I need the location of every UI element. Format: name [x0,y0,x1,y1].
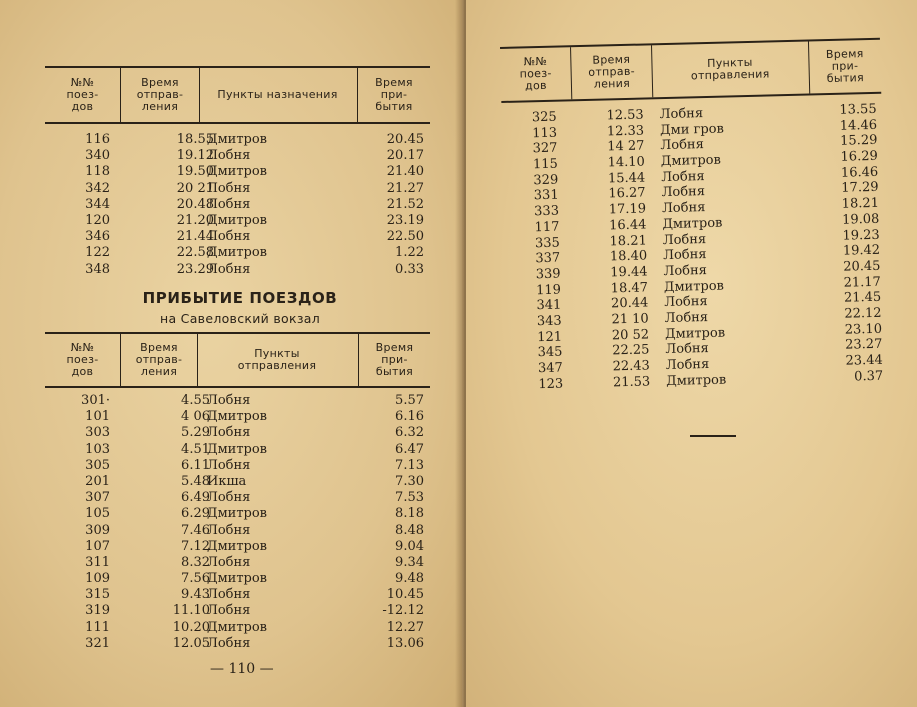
table-row [45,636,430,652]
right-page [466,0,917,707]
station-cell: Дмитров [207,506,268,522]
station-cell: Лобня [661,200,706,217]
table-row [45,181,430,197]
train-number-cell: 120 [85,212,110,228]
departure-time-cell: 22.58 [176,245,214,261]
departure-time-cell: 20.48 [176,196,214,212]
station-cell: Лобня [207,635,251,651]
departure-time-cell: 5.29 [181,425,210,441]
table-row [45,458,430,474]
train-number-cell: 321 [85,635,110,651]
train-number-cell: 340 [85,148,110,164]
station-cell: Лобня [662,231,707,248]
arrival-time-cell: 15.29 [840,133,878,150]
departure-time-cell: 7.46 [181,522,210,538]
station-cell: Дмитров [207,164,268,180]
arrivals-left-header [45,332,430,388]
departure-time-cell: 6.49 [181,490,210,506]
table-row [45,409,430,425]
header-arrival-time: Время при- бытия [375,76,413,113]
table-row [45,587,430,603]
station-cell: Лобня [207,587,251,603]
arrival-time-cell: 19.42 [842,242,881,259]
train-number-cell: 343 [536,313,562,330]
departure-time-cell: 21.44 [176,229,214,245]
train-number-cell: 301· [81,393,110,408]
arrival-time-cell: 13.55 [839,101,877,118]
station-cell: Лобня [207,457,251,473]
train-number-cell: 345 [537,344,563,361]
header-departure-time: Время отправ- ления [136,76,184,113]
station-cell: Лобня [660,137,705,154]
station-cell: Дмитров [662,215,723,232]
departure-time-cell: 21 10 [611,311,649,328]
departure-time-cell: 12.53 [606,107,644,124]
table-row [45,603,430,619]
departure-time-cell: 21.53 [612,374,651,391]
departure-time-cell: 8.32 [181,554,210,570]
table-row [45,245,430,261]
station-cell: Лобня [662,247,707,264]
station-cell: Дми гров [659,121,725,138]
table-row [45,539,430,555]
arrival-time-cell: 6.47 [395,441,424,457]
arrival-time-cell: 21.45 [843,290,882,306]
page-number: — 110 — [210,661,274,677]
station-cell: Дмитров [207,132,268,147]
departure-time-cell: 14 27 [607,138,645,155]
table-row [45,132,430,148]
train-number-cell: 309 [85,522,110,538]
station-cell: Лобня [207,490,251,506]
train-number-cell: 117 [534,219,560,236]
station-cell: Лобня [207,229,251,245]
train-number-cell: 341 [536,297,562,314]
departure-time-cell: 15.44 [607,170,646,187]
arrivals-table-left [45,332,430,652]
table-row [45,393,430,409]
train-number-cell: 111 [85,619,110,635]
arrival-time-cell: 9.34 [395,554,424,570]
arrivals-title: ПРИБЫТИЕ ПОЕЗДОВ [142,289,338,307]
station-cell: Лобня [663,262,708,279]
train-number-cell: 115 [532,156,559,173]
header-train-number: №№ поез- дов [66,76,99,113]
departure-time-cell: 12.05 [172,635,210,651]
station-cell: Дмитров [664,325,726,342]
departure-time-cell: 16.27 [608,185,646,202]
header-arrival-time: Время при- бытия [375,341,414,378]
table-row [45,197,430,213]
departures-table-header [45,66,430,124]
station-cell: Лобня [665,356,710,374]
table-row [45,213,430,229]
table-row [45,442,430,458]
station-cell: Лобня [665,341,709,358]
departure-time-cell: 20 21 [176,180,214,196]
arrival-time-cell: 22.12 [844,305,882,322]
arrivals-right-header [500,38,881,103]
departure-time-cell: 17.19 [608,201,647,218]
table-row [45,506,430,522]
header-departure-time: Время отправ- ления [588,52,636,91]
arrival-time-cell: 18.21 [841,195,880,212]
departure-time-cell: 16.44 [608,217,647,234]
header-train-number: №№ поез- дов [66,341,99,378]
departure-time-cell: 4.51 [181,441,210,457]
header-origins: Пункты отправления [690,55,770,83]
arrival-time-cell: 7.30 [395,473,424,489]
departure-time-cell: 10.20 [172,619,210,635]
arrival-time-cell: 21.40 [386,164,424,180]
departure-time-cell: 6.11 [181,457,210,473]
arrival-time-cell: 0.33 [395,261,424,277]
station-cell: Лобня [659,106,704,123]
train-number-cell: 327 [532,141,558,157]
arrival-time-cell: 20.17 [386,148,424,164]
station-cell: Дмитров [207,441,268,457]
train-number-cell: 113 [532,125,558,141]
station-cell: Дмитров [660,152,722,170]
station-cell: Лобня [207,603,251,619]
train-number-cell: 325 [531,109,557,126]
train-number-cell: 119 [535,282,562,298]
arrival-time-cell: 9.04 [395,538,424,554]
departure-time-cell: 11.10 [172,603,210,619]
station-cell: Дмитров [207,538,268,554]
train-number-cell: 348 [85,261,110,277]
station-cell: Лобня [207,554,251,570]
arrival-time-cell: 10.45 [386,587,424,603]
train-number-cell: 347 [537,360,564,377]
arrival-time-cell: 7.13 [395,457,424,473]
train-number-cell: 337 [535,250,561,267]
train-number-cell: 118 [85,164,110,180]
train-number-cell: 122 [85,245,110,261]
train-number-cell: 109 [85,571,110,587]
departure-time-cell: 9.43 [181,587,210,603]
departure-time-cell: 19.12 [176,148,214,164]
arrival-time-cell: 20.45 [386,132,424,147]
departure-time-cell: 5.48 [181,473,210,489]
arrival-time-cell: 23.27 [844,337,883,353]
arrival-time-cell: 6.32 [395,425,424,441]
table-row [45,490,430,506]
arrival-time-cell: 23.19 [386,212,424,228]
train-number-cell: 201 [85,473,110,489]
station-cell: Дмитров [207,245,268,261]
station-cell: Лобня [207,261,251,277]
arrival-time-cell: 9.48 [395,571,424,587]
departure-time-cell: 4 06 [181,409,210,425]
station-cell: Лобня [207,180,251,196]
train-number-cell: 121 [537,329,563,345]
arrival-time-cell: 22.50 [386,229,424,245]
departure-time-cell: 6.29 [181,506,210,522]
station-cell: Лобня [661,168,705,185]
train-number-cell: 311 [85,554,110,570]
departure-time-cell: 20.44 [610,295,649,312]
end-dash [690,435,736,437]
departure-time-cell: 4.55 [181,393,210,408]
arrivals-right-rows [502,102,889,394]
station-cell: Лобня [664,294,708,311]
departure-time-cell: 20 52 [611,327,650,343]
arrival-time-cell: 14.46 [839,117,878,134]
train-number-cell: 101 [85,409,110,425]
train-number-cell: 339 [535,266,561,283]
table-row [45,229,430,245]
arrival-time-cell: 21.27 [386,180,424,196]
arrival-time-cell: 8.48 [395,522,424,538]
train-number-cell: 116 [85,132,110,147]
departure-time-cell: 22.25 [612,342,650,359]
station-cell: Икша [207,473,247,489]
table-row [45,555,430,571]
departure-time-cell: 18.47 [610,280,649,296]
train-number-cell: 329 [533,172,559,188]
arrival-time-cell: 17.29 [841,180,879,197]
table-row [45,523,430,539]
header-departure-time: Время отправ- ления [135,341,183,378]
arrival-time-cell: 19.23 [842,227,880,244]
train-number-cell: 333 [534,203,560,220]
train-number-cell: 305 [85,457,110,473]
arrival-time-cell: 16.29 [840,148,878,165]
table-row [45,262,430,278]
arrival-time-cell: 21.52 [386,196,424,212]
arrival-time-cell: 6.16 [395,409,424,425]
departure-time-cell: 19.44 [610,264,648,281]
arrival-time-cell: 0.37 [854,368,884,385]
station-cell: Лобня [207,393,251,408]
train-number-cell: 103 [85,441,110,457]
arrival-time-cell: 13.06 [386,635,424,651]
header-train-number: №№ поез- дов [519,54,552,93]
departure-time-cell: 21.20 [176,212,214,228]
station-cell: Лобня [207,148,251,164]
arrival-time-cell: 23.10 [844,321,883,338]
station-cell: Лобня [207,425,251,441]
station-cell: Дмитров [207,571,268,587]
arrival-time-cell: 23.44 [845,352,883,369]
station-cell: Лобня [207,196,251,212]
departures-table [45,66,430,278]
header-arrival-time: Время при- бытия [825,47,865,86]
train-number-cell: 346 [85,229,110,245]
arrival-time-cell: 21.17 [843,274,882,291]
arrivals-subtitle: на Савеловский вокзал [159,311,321,326]
departure-time-cell: 22.43 [612,358,651,375]
departures-rows [45,132,430,278]
arrival-time-cell: -12.12 [382,603,424,619]
header-origins: Пункты отправления [237,347,317,372]
train-number-cell: 315 [85,587,110,603]
arrival-time-cell: 5.57 [395,393,424,408]
station-cell: Лобня [664,309,709,326]
departure-time-cell: 18.55 [176,132,214,147]
train-number-cell: 105 [85,506,110,522]
arrival-time-cell: 1.22 [395,245,424,261]
station-cell: Дмитров [207,212,268,228]
table-row [45,571,430,587]
station-cell: Дмитров [663,278,725,295]
train-number-cell: 335 [534,235,560,251]
departure-time-cell: 12.33 [606,123,645,140]
train-number-cell: 303 [85,425,110,441]
arrival-time-cell: 16.46 [840,164,879,181]
departure-time-cell: 23.29 [176,261,214,277]
arrival-time-cell: 20.45 [843,258,881,275]
arrival-time-cell: 19.08 [841,211,880,228]
arrival-time-cell: 8.18 [395,506,424,522]
train-number-cell: 319 [85,603,110,619]
arrival-time-cell: 7.53 [395,490,424,506]
table-row [45,620,430,636]
departure-time-cell: 7.56 [181,571,210,587]
train-number-cell: 342 [85,180,110,196]
table-row [45,425,430,441]
table-row [45,474,430,490]
train-number-cell: 307 [85,490,110,506]
station-cell: Дмитров [207,409,268,425]
train-number-cell: 123 [538,376,564,392]
station-cell: Лобня [661,184,706,201]
departure-time-cell: 7.12 [181,538,210,554]
train-number-cell: 344 [85,196,110,212]
train-number-cell: 107 [85,538,110,554]
arrivals-table-right [500,38,888,394]
station-cell: Дмитров [207,619,268,635]
departure-time-cell: 19.50 [176,164,214,180]
departure-time-cell: 18.40 [609,248,648,265]
departure-time-cell: 14.10 [607,154,646,171]
header-destinations: Пункты назначения [217,88,338,101]
arrival-time-cell: 12.27 [386,619,424,635]
train-number-cell: 331 [533,188,559,204]
departure-time-cell: 18.21 [609,232,647,249]
arrivals-left-rows [45,393,430,652]
table-row [45,164,430,180]
station-cell: Лобня [207,522,251,538]
station-cell: Дмитров [666,372,727,389]
table-row [45,148,430,164]
